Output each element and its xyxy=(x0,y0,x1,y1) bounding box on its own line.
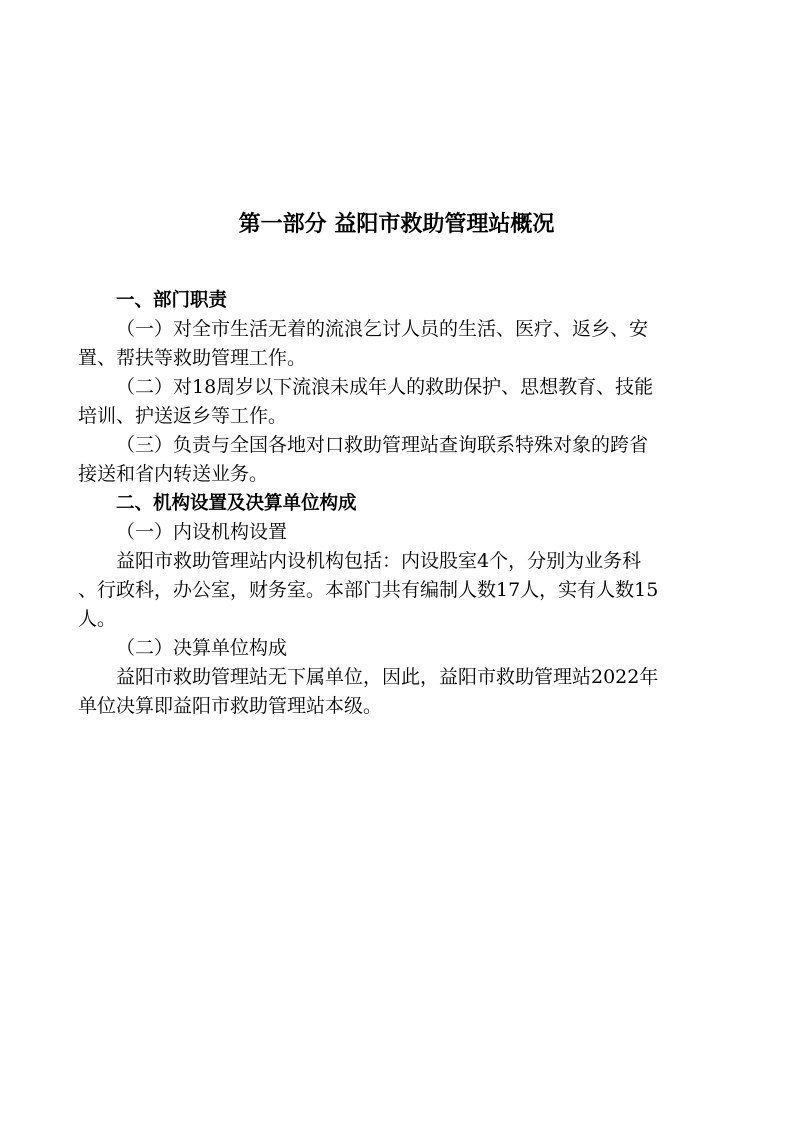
paragraph-line: 单位决算即益阳市救助管理站本级。 xyxy=(78,695,383,717)
paragraph-line: 、行政科，办公室，财务室。本部门共有编制人数17人，实有人数15 xyxy=(78,579,659,601)
paragraph-line: 置、帮扶等救助管理工作。 xyxy=(78,347,307,369)
paragraph-line: 人。 xyxy=(78,608,117,630)
subsection-heading-internal: （一）内设机构设置 xyxy=(116,521,288,543)
paragraph-line: （三）负责与全国各地对口救助管理站查询联系特殊对象的跨省 xyxy=(116,434,649,456)
paragraph-line: 培训、护送返乡等工作。 xyxy=(78,405,288,427)
subsection-heading-units: （二）决算单位构成 xyxy=(116,637,288,659)
paragraph-line: 益阳市救助管理站内设机构包括：内设股室4个，分别为业务科 xyxy=(116,550,642,572)
section-heading-structure: 二、机构设置及决算单位构成 xyxy=(116,493,357,514)
paragraph-line: （一）对全市生活无着的流浪乞讨人员的生活、医疗、返乡、安 xyxy=(116,318,649,340)
document-title: 第一部分 益阳市救助管理站概况 xyxy=(238,212,555,237)
paragraph-line: 接送和省内转送业务。 xyxy=(78,463,269,485)
paragraph-line: 益阳市救助管理站无下属单位，因此，益阳市救助管理站2022年 xyxy=(116,666,659,688)
section-heading-duties: 一、部门职责 xyxy=(116,290,228,311)
document-body xyxy=(78,286,716,721)
paragraph-line: （二）对18周岁以下流浪未成年人的救助保护、思想教育、技能 xyxy=(116,376,654,398)
